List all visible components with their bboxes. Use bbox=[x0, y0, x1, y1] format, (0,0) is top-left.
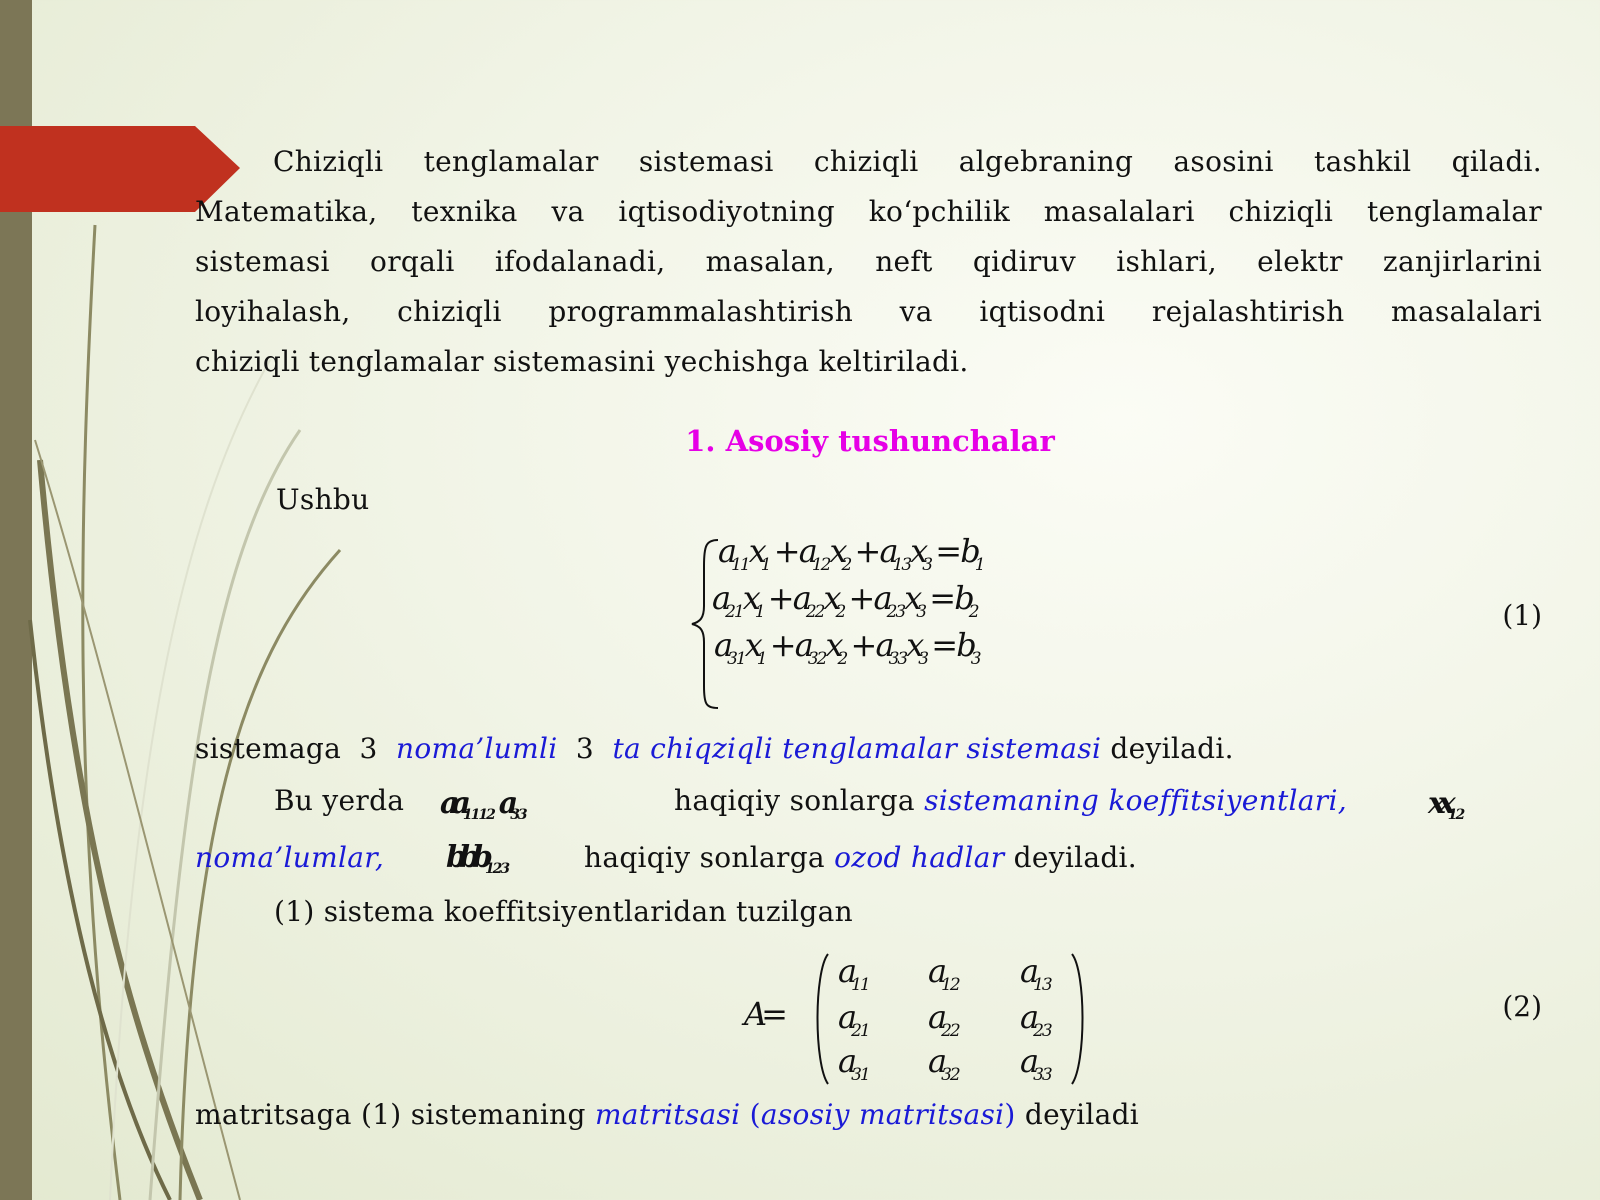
matrix-cell-33: $a_{33}$ bbox=[1020, 1042, 1051, 1085]
unknowns-line-start: noma’lumlar, bbox=[195, 841, 385, 874]
intro-paragraph bbox=[195, 137, 1542, 387]
system-definition-line: sistemaga 3 noma’lumli 3 ta chiqziqli tenglamalar sistemasi deyiladi. bbox=[195, 732, 1234, 765]
equation-row-1: $a_{11}x_1 + a_{12}x_2 + a_{13}x_3 = b_1$ bbox=[718, 532, 984, 575]
section-heading: 1. Asosiy tushunchalar bbox=[685, 424, 1055, 458]
equation-row-3: $a_{31}x_1 + a_{32}x_2 + a_{33}x_3 = b_3$ bbox=[714, 626, 980, 669]
intro-word: Ushbu bbox=[276, 483, 370, 516]
matrix-cell-12: $a_{12}$ bbox=[928, 952, 959, 995]
free-term-symbols: bbb$_{123}$ bbox=[446, 840, 509, 877]
matrix-lhs: A= bbox=[744, 995, 782, 1033]
paragraph-line-3: sistemasi orqali ifodalanadi, masalan, neft qidiruv ishlari, elektr zanjirlarini bbox=[195, 245, 1542, 278]
paragraph-line-5: chiziqli tenglamalar sistemasini yechishga keltiriladi. bbox=[195, 345, 969, 378]
equation-number-1: (1) bbox=[1502, 599, 1542, 632]
matrix-intro-line: (1) sistema koeffitsiyentlaridan tuzilgan bbox=[274, 895, 853, 928]
equation-row-2: $a_{21}x_1 + a_{22}x_2 + a_{23}x_3 = b_2$ bbox=[712, 579, 978, 622]
matrix-cell-13: $a_{13}$ bbox=[1020, 952, 1051, 995]
matrix-cell-22: $a_{22}$ bbox=[928, 998, 959, 1041]
equation-number-2: (2) bbox=[1502, 990, 1542, 1023]
matrix-definition-line: matritsaga (1) sistemaning matritsasi (asosiy matritsasi) deyiladi bbox=[195, 1098, 1140, 1131]
paragraph-line-2: Matematika, texnika va iqtisodiyotning ko‘pchilik masalalari chiziqli tenglamalar bbox=[195, 195, 1542, 228]
coeff-symbols: $aa_{1112}$ $a_{33}$ bbox=[440, 786, 526, 823]
matrix-cell-11: $a_{11}$ bbox=[838, 952, 869, 995]
coeff-line-pre: Bu yerda bbox=[274, 784, 405, 817]
paragraph-line-1: Chiziqli tenglamalar sistemasi chiziqli algebraning asosini tashkil qiladi. bbox=[273, 145, 1542, 178]
matrix-cell-31: $a_{31}$ bbox=[838, 1042, 869, 1085]
matrix-cell-32: $a_{32}$ bbox=[928, 1042, 959, 1085]
paragraph-line-4: loyihalash, chiziqli programmalashtirish va iqtisodni rejalashtirish masalalari bbox=[195, 295, 1542, 328]
matrix-cell-23: $a_{23}$ bbox=[1020, 998, 1051, 1041]
matrix-cell-21: $a_{21}$ bbox=[838, 998, 869, 1041]
unknowns-line-text: haqiqiy sonlarga ozod hadlar deyiladi. bbox=[584, 841, 1138, 874]
coeff-line-text: haqiqiy sonlarga sistemaning koeffitsiyentlari, bbox=[674, 784, 1347, 817]
unknown-symbols: $xx_{12}$ bbox=[1428, 786, 1464, 823]
